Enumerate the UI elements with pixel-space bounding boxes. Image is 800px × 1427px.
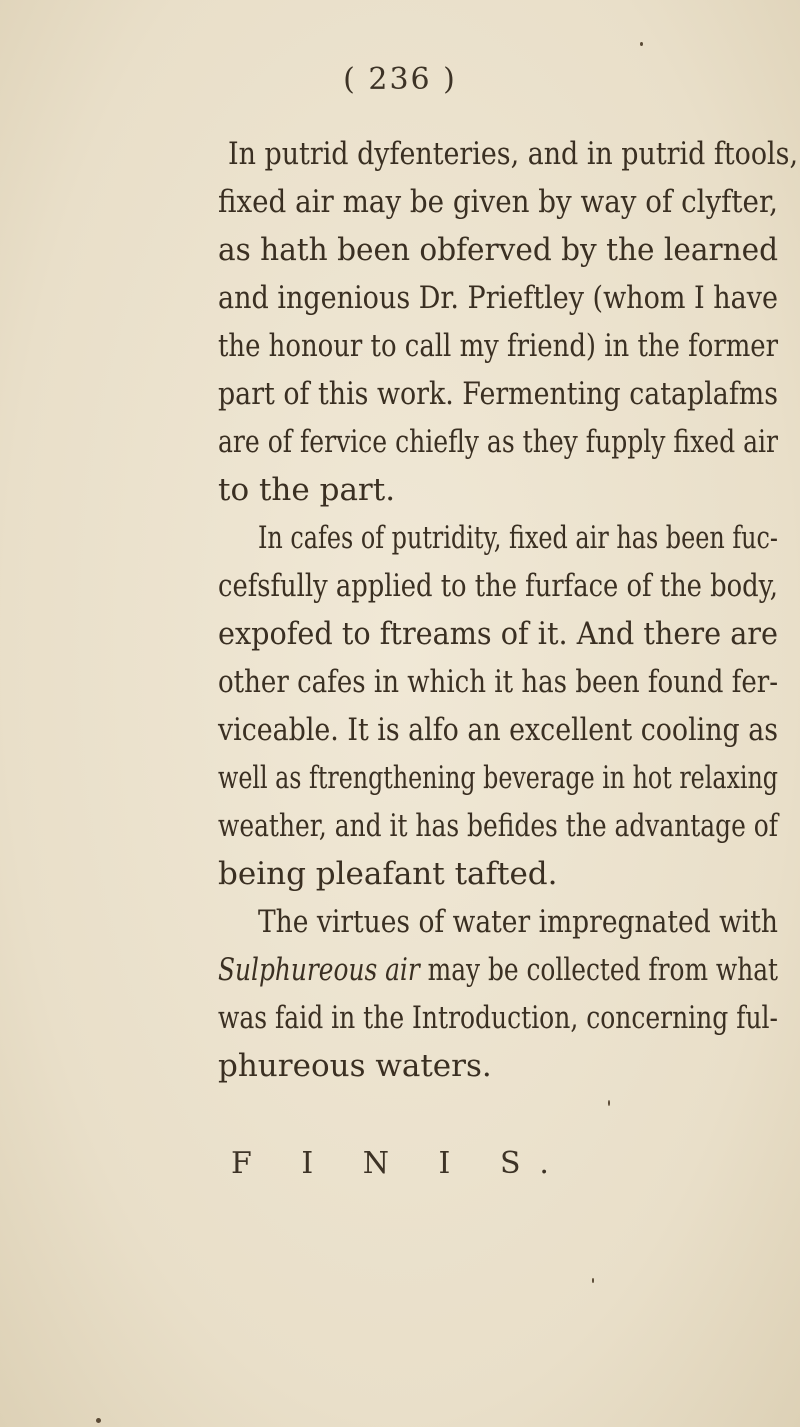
text-line: well as ftrengthening beverage in hot relaxing	[218, 760, 778, 796]
text-line: In cafes of putridity, fixed air has been fuc-	[258, 520, 778, 556]
text-line: to the part.	[218, 472, 396, 508]
text-line: In putrid dyfenteries, and in putrid ftools,	[228, 136, 798, 172]
text-line: being pleafant tafted.	[218, 856, 558, 892]
text-line: was faid in the Introduction, concerning ful-	[218, 1000, 778, 1036]
text-line: cefsfully applied to the furface of the body,	[218, 568, 778, 604]
text-line: fixed air may be given by way of clyfter,	[218, 184, 778, 220]
paper-speck	[608, 1100, 610, 1106]
text-line: Sulphureous air may be collected from what	[218, 952, 779, 988]
text-line: other cafes in which it has been found fer-	[218, 664, 778, 700]
text-line: expofed to ftreams of it. And there are	[218, 616, 778, 652]
finis-mark: F I N I S.	[231, 1146, 569, 1181]
text-line: phureous waters.	[218, 1048, 492, 1084]
text-line: part of this work. Fermenting cataplafms	[218, 376, 778, 412]
italic-term: Sulphureous air	[218, 952, 420, 988]
text-line: the honour to call my friend) in the former	[218, 328, 778, 364]
text-line: as hath been obferved by the learned	[218, 232, 778, 268]
page-number: ( 236 )	[343, 62, 457, 97]
text-line: are of fervice chiefly as they fupply fixed air	[218, 424, 778, 460]
text-line: The virtues of water impregnated with	[258, 904, 778, 940]
text-line: viceable. It is alfo an excellent cooling as	[218, 712, 778, 748]
paper-speck	[592, 1278, 594, 1283]
text-line: and ingenious Dr. Prieftley (whom I have	[218, 280, 778, 316]
text-line: weather, and it has befides the advantage of	[218, 808, 778, 844]
paper-speck	[640, 42, 643, 46]
paper-speck	[96, 1418, 101, 1423]
